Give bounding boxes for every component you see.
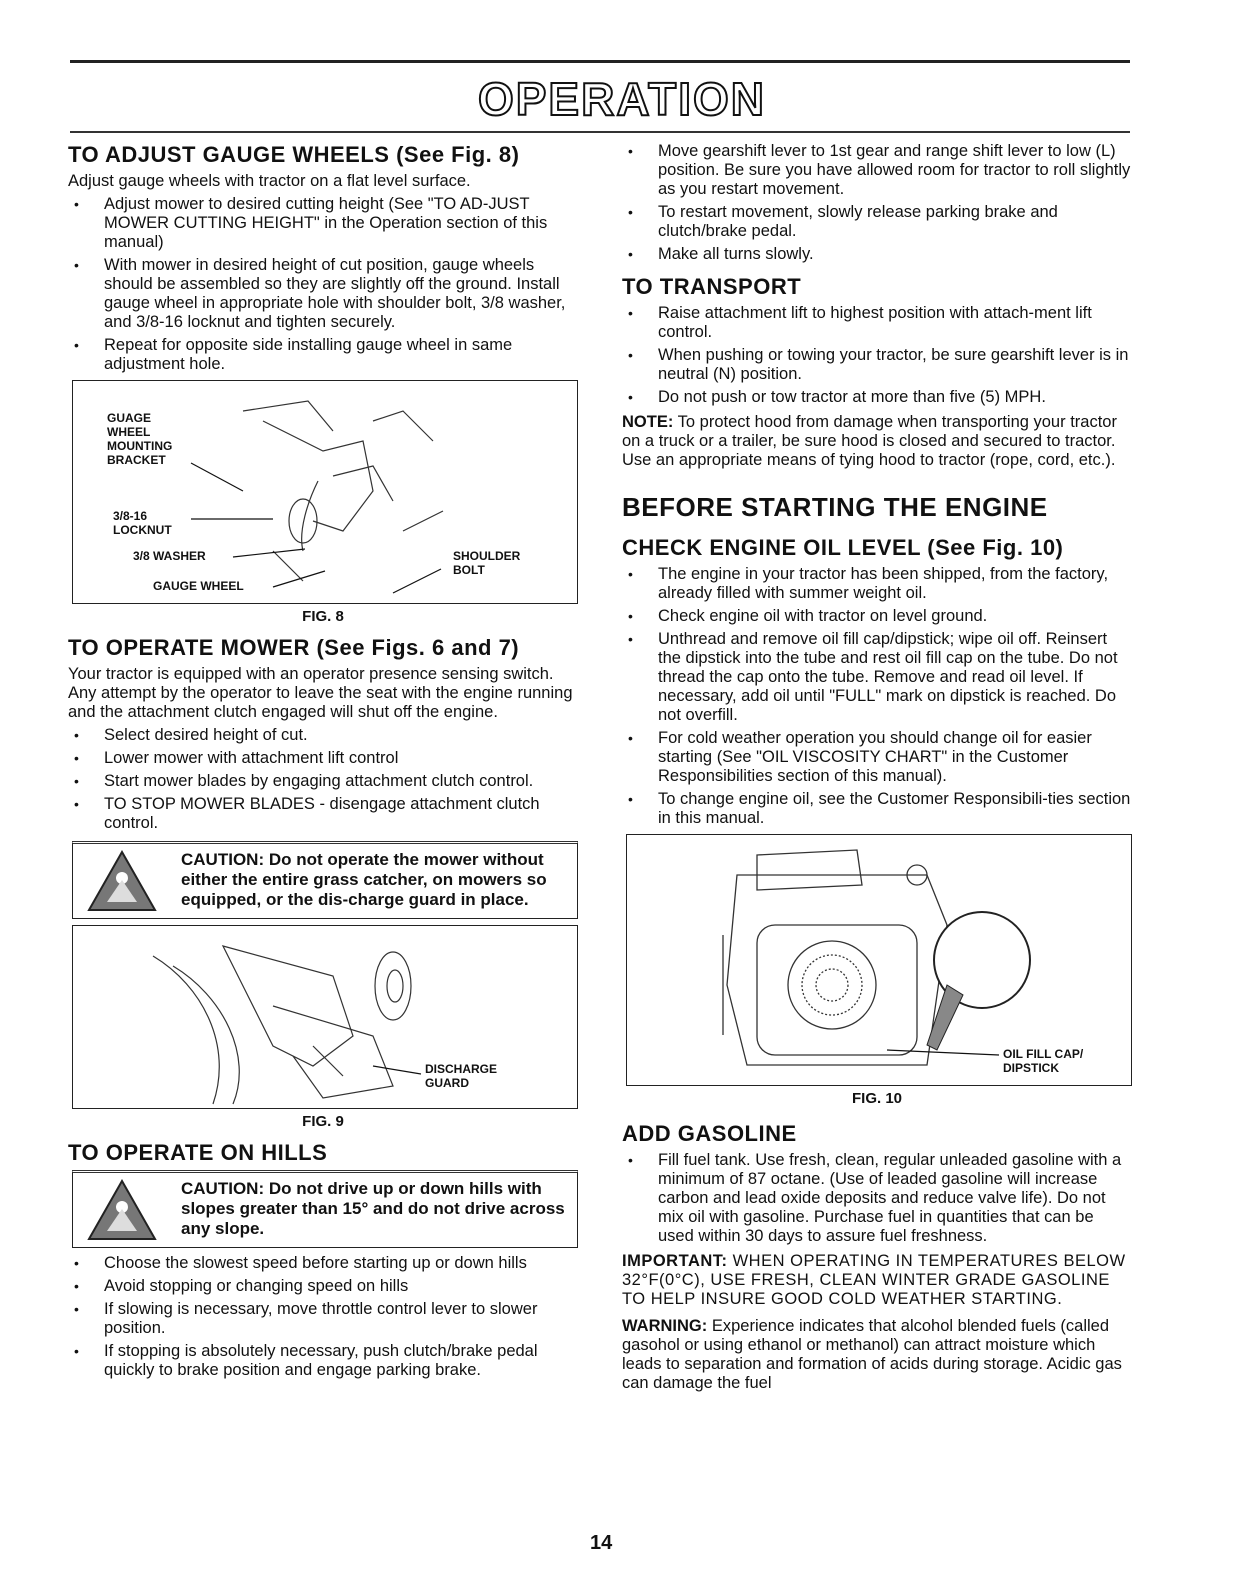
- gauge-wheels-heading: TO ADJUST GAUGE WHEELS (See Fig. 8): [68, 142, 520, 167]
- mower-caution-text: CAUTION: Do not operate the mower without either the entire grass catcher, on mowers so equipped, or the dis-charge guard in place.: [181, 850, 547, 909]
- fig8-illustration: [72, 380, 578, 604]
- operate-mower-list: [68, 726, 578, 833]
- operate-mower-intro: Your tractor is equipped with an operator presence sensing switch. Any attempt by the operator to leave the seat with the engine running and the attachment clutch engaged will shut off the engine.: [68, 665, 573, 721]
- list-item: • Move gearshift lever to 1st gear and range shift lever to low (L) position. Be sure you have allowed room for tractor to roll slightly as you restart movement.: [622, 142, 1132, 199]
- list-item: • Unthread and remove oil fill cap/dipstick; wipe oil off. Reinsert the dipstick into the tube and rest oil fill cap on the tube. Do not thread the cap onto the tube. Remove and read oil level. If necessary, add oil until "FULL" mark on dipstick is reached. Do not overfill.: [622, 630, 1132, 725]
- gasoline-important: [622, 1252, 1132, 1309]
- page-number: 14: [590, 1532, 613, 1554]
- list-item: • Adjust mower to desired cutting height (See "TO AD-JUST MOWER CUTTING HEIGHT" in the Operation section of this manual): [68, 195, 578, 252]
- fig8-caption: FIG. 8: [302, 608, 344, 625]
- left-column: [68, 142, 578, 1386]
- important-label: IMPORTANT:: [622, 1252, 728, 1270]
- list-item: • Repeat for opposite side installing gauge wheel in same adjustment hole.: [68, 336, 578, 374]
- list-item: • Make all turns slowly.: [622, 245, 1132, 264]
- fig8-locknut-label: 3/8-16 LOCKNUT: [113, 509, 172, 537]
- operate-mower-heading: TO OPERATE MOWER (See Figs. 6 and 7): [68, 635, 520, 660]
- fig8-bracket-label: GUAGE WHEEL MOUNTING BRACKET: [107, 411, 173, 467]
- gauge-wheels-list: [68, 195, 578, 374]
- list-item: • When pushing or towing your tractor, be sure gearshift lever is in neutral (N) position.: [622, 346, 1132, 384]
- mower-caution-box: [72, 841, 578, 919]
- important-text: WHEN OPERATING IN TEMPERATURES BELOW 32°F(0°C), USE FRESH, CLEAN WINTER GRADE GASOLINE TO HELP INSURE GOOD COLD WEATHER STARTING.: [622, 1252, 1126, 1308]
- transport-note: [622, 413, 1132, 470]
- list-item: • Choose the slowest speed before starting up or down hills: [68, 1254, 578, 1273]
- list-item: • If slowing is necessary, move throttle control lever to slower position.: [68, 1300, 578, 1338]
- list-item: • Avoid stopping or changing speed on hills: [68, 1277, 578, 1296]
- list-item: • Select desired height of cut.: [68, 726, 578, 745]
- gasoline-list: [622, 1151, 1132, 1246]
- fig10-oil-fill-label: OIL FILL CAP/ DIPSTICK: [1003, 1047, 1084, 1075]
- list-item: • TO STOP MOWER BLADES - disengage attachment clutch control.: [68, 795, 578, 833]
- hills-list: [68, 1254, 578, 1380]
- list-item: • Raise attachment lift to highest position with attach-ment lift control.: [622, 304, 1132, 342]
- note-label: NOTE:: [622, 413, 674, 431]
- gauge-wheels-intro: Adjust gauge wheels with tractor on a flat level surface.: [68, 172, 471, 190]
- fig9-caption: FIG. 9: [302, 1113, 344, 1130]
- discharge-guard-drawing: [73, 926, 573, 1108]
- oil-level-list: [622, 565, 1132, 828]
- note-text: To protect hood from damage when transporting your tractor on a truck or a trailer, be sure hood is closed and secured to tractor. Use an appropriate means of tying hood to tractor (rope, cord, etc.).: [622, 413, 1117, 469]
- transport-list: [622, 304, 1132, 407]
- list-item: • Do not push or tow tractor at more than five (5) MPH.: [622, 388, 1132, 407]
- oil-level-heading: CHECK ENGINE OIL LEVEL (See Fig. 10): [622, 535, 1064, 560]
- warning-triangle-icon: [87, 850, 157, 912]
- hills-caution-box: [72, 1170, 578, 1248]
- page-title: OPERATION: [477, 73, 767, 125]
- list-item: • To restart movement, slowly release parking brake and clutch/brake pedal.: [622, 203, 1132, 241]
- list-item: • Fill fuel tank. Use fresh, clean, regular unleaded gasoline with a minimum of 87 octane. (Use of leaded gasoline will increase carbon and lead oxide deposits and reduce valve life). Do not mix oil with gasoline. Purchase fuel in quantities that can be used within 30 days to assure fuel freshness.: [622, 1151, 1132, 1246]
- fig10-illustration: [626, 834, 1132, 1086]
- hills-caution-text: CAUTION: Do not drive up or down hills with slopes greater than 15° and do not drive across any slope.: [181, 1179, 565, 1238]
- warning-text: Experience indicates that alcohol blended fuels (called gasohol or using ethanol or methanol) can attract moisture which leads to separation and formation of acids during storage. Acidic gas can damage the fuel: [622, 1317, 1122, 1392]
- top-rule: [70, 60, 1130, 63]
- title-rule: [70, 131, 1130, 133]
- hills-heading: TO OPERATE ON HILLS: [68, 1140, 328, 1165]
- list-item: • Start mower blades by engaging attachment clutch control.: [68, 772, 578, 791]
- transport-heading: TO TRANSPORT: [622, 274, 802, 299]
- fig8-washer-label: 3/8 WASHER: [133, 549, 206, 563]
- list-item: • The engine in your tractor has been shipped, from the factory, already filled with summer weight oil.: [622, 565, 1132, 603]
- fig9-discharge-guard-label: DISCHARGE GUARD: [425, 1062, 498, 1090]
- gasoline-warning: [622, 1317, 1132, 1393]
- fig8-shoulder-bolt-label: SHOULDER BOLT: [453, 549, 521, 577]
- fig9-illustration: [72, 925, 578, 1109]
- list-item: • With mower in desired height of cut position, gauge wheels should be assembled so they are slightly off the ground. Install gauge wheel in appropriate hole with shoulder bolt, 3/8 washer, and 3/8-16 locknut and tighten securely.: [68, 256, 578, 332]
- gasoline-heading: ADD GASOLINE: [622, 1121, 797, 1146]
- warning-triangle-icon: [87, 1179, 157, 1241]
- warning-label: WARNING:: [622, 1317, 708, 1335]
- before-starting-heading: BEFORE STARTING THE ENGINE: [622, 492, 1048, 522]
- hills-continued-list: [622, 142, 1132, 264]
- fig8-gauge-wheel-label: GAUGE WHEEL: [153, 579, 244, 593]
- fig10-caption: FIG. 10: [851, 1090, 903, 1107]
- right-column: [622, 142, 1132, 1397]
- list-item: • For cold weather operation you should change oil for easier starting (See "OIL VISCOSITY CHART" in the Customer Responsibilities section of this manual).: [622, 729, 1132, 786]
- list-item: • Lower mower with attachment lift control: [68, 749, 578, 768]
- list-item: • If stopping is absolutely necessary, push clutch/brake pedal quickly to brake position and engage parking brake.: [68, 1342, 578, 1380]
- list-item: • To change engine oil, see the Customer Responsibili-ties section in this manual.: [622, 790, 1132, 828]
- list-item: • Check engine oil with tractor on level ground.: [622, 607, 1132, 626]
